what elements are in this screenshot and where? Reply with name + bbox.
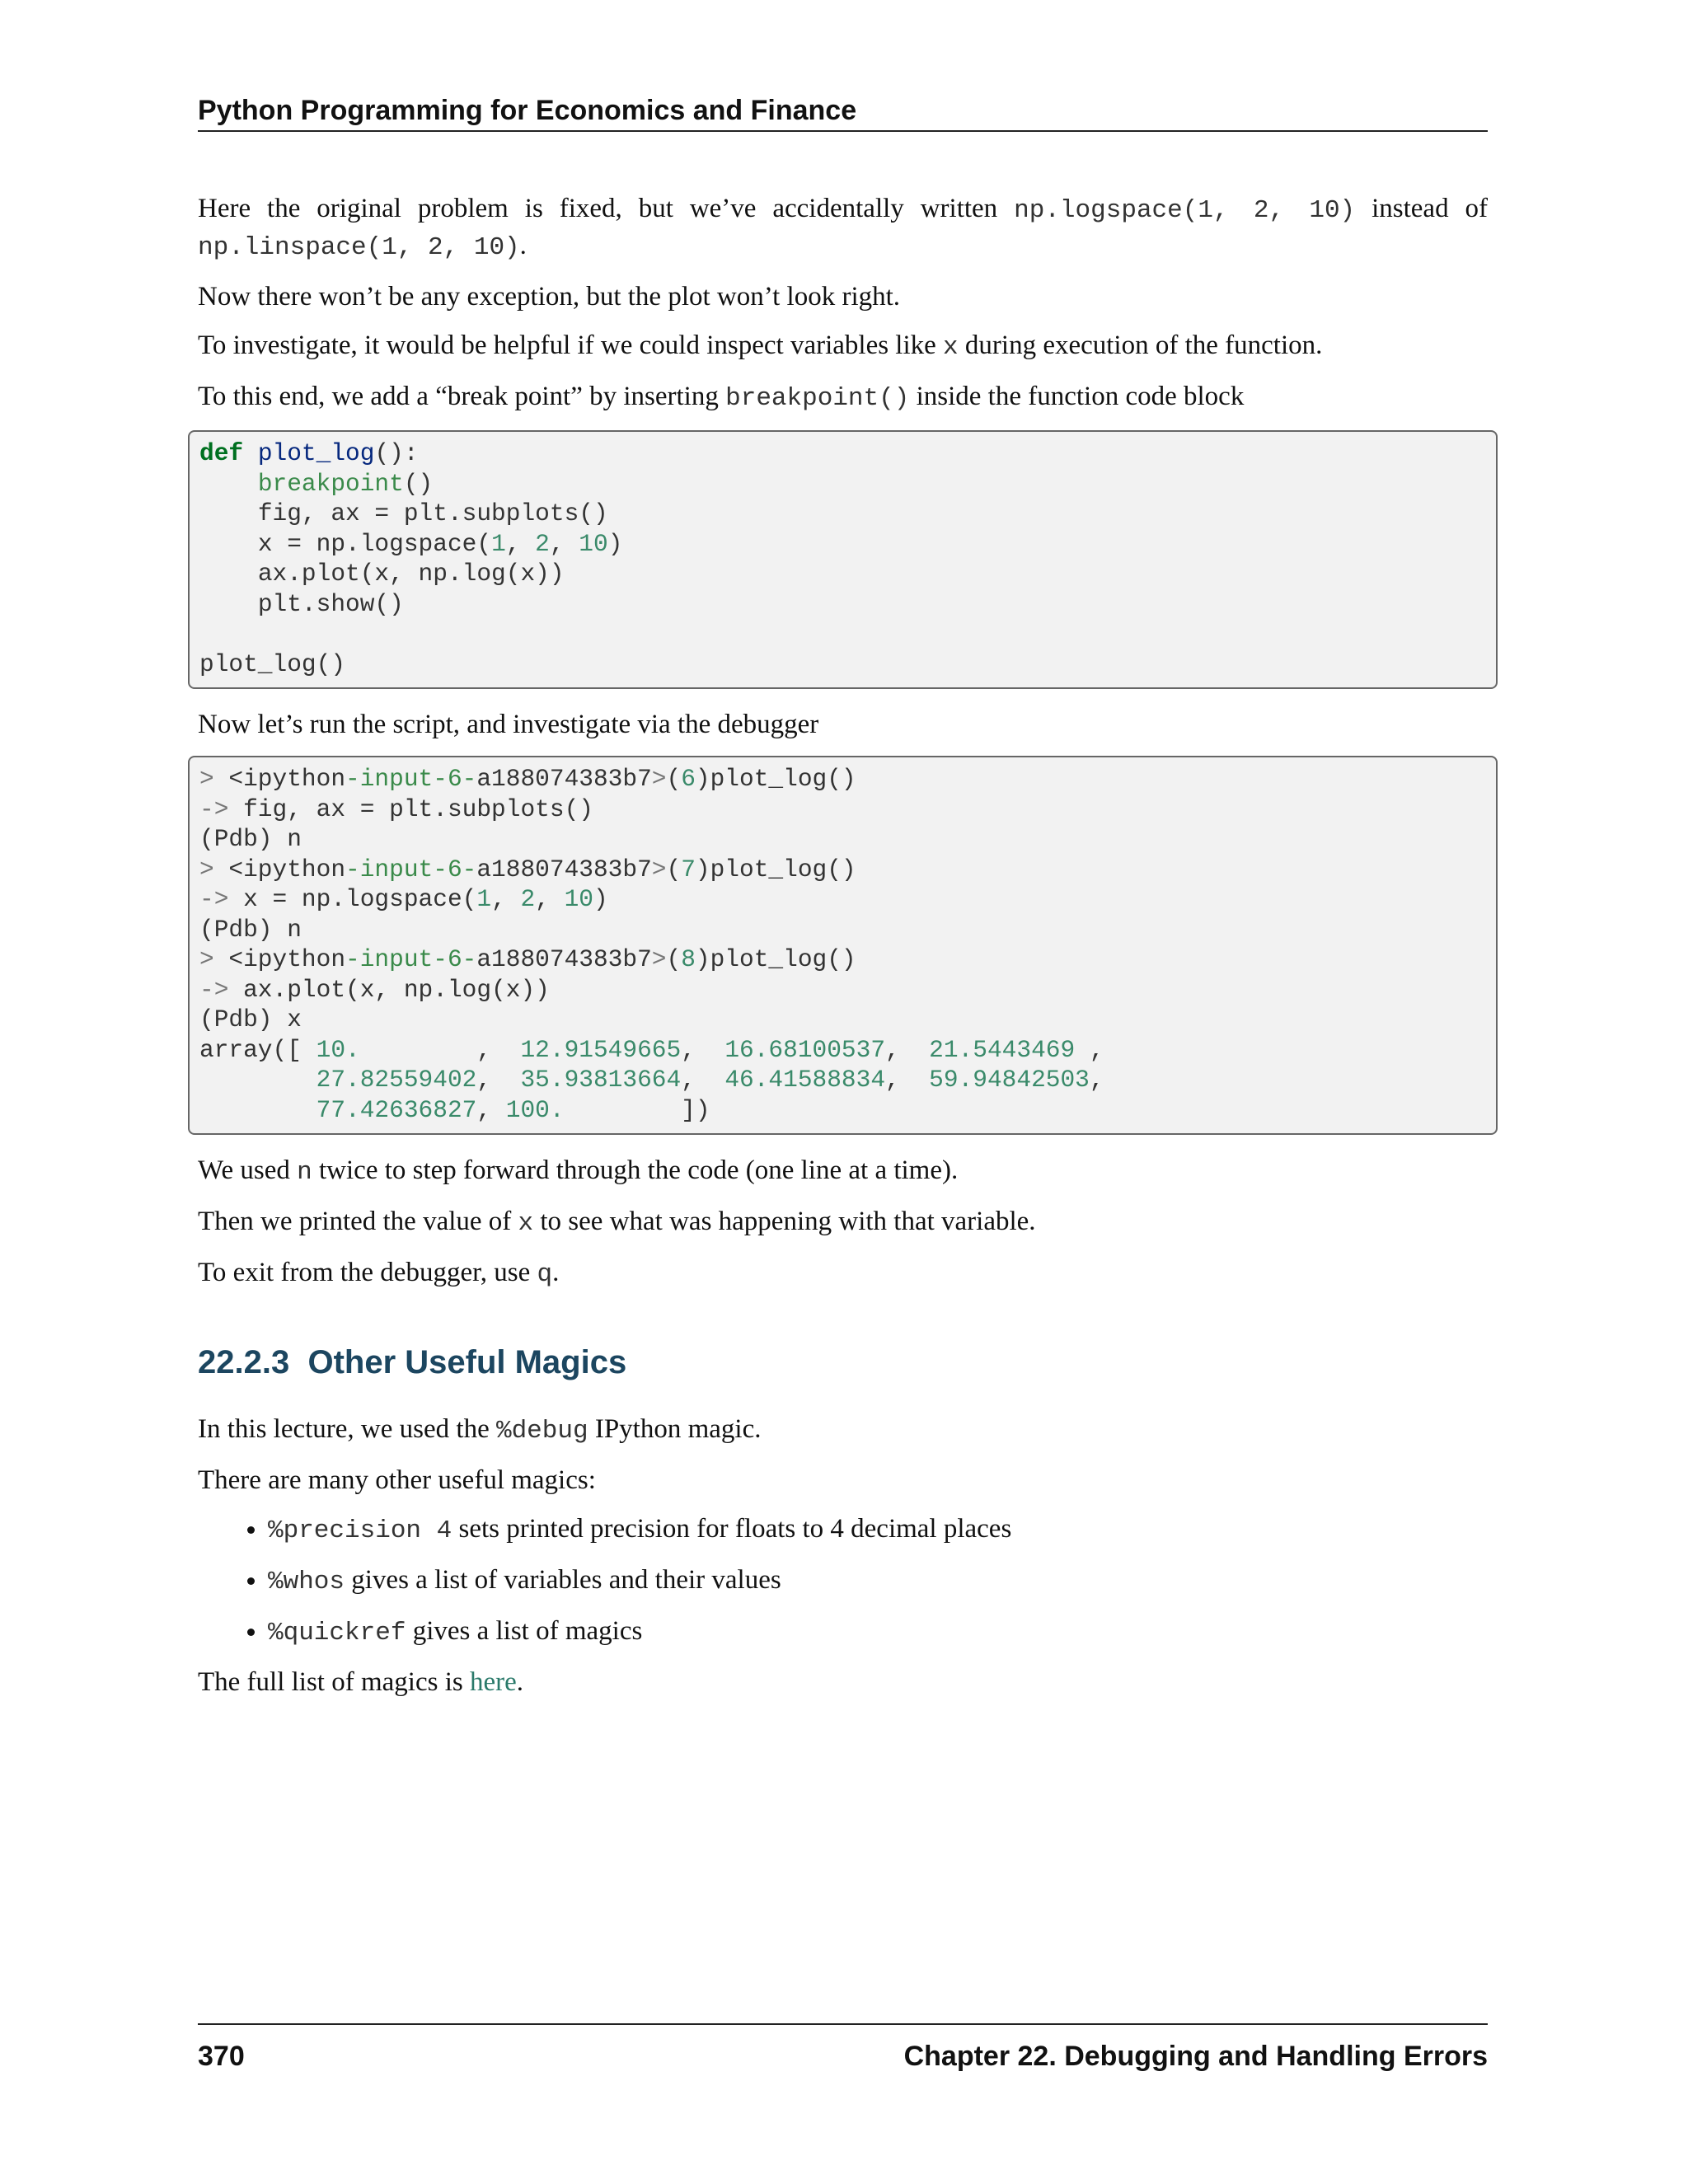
code-block-debugger-session[interactable]: > <ipython-input-6-a188074383b7>(6)plot_log() -> fig, ax = plt.subplots() (Pdb) n > <ipython-input-6-a188074383b7>(7)plot_log() -> x = np.logspace(1, 2, 10) (Pdb) n > <ipython-input-6-a188074383b7>(8)plot_log() -> ax.plot(x, np.log(x)) (Pdb) x array([ 10. , 12.91549665, 16.68100537, 21.5443469 , 27.82559402, 35.93813664, 46.41588834, 59.94842503, 77.42636827, 100. ]) — [188, 756, 1498, 1135]
magics-list-link[interactable]: here — [469, 1667, 517, 1697]
paragraph-break-point: To this end, we add a “break point” by inserting breakpoint() inside the function code block — [198, 382, 1245, 413]
section-number: 22.2.3 — [198, 1344, 290, 1380]
code-block-plot-log[interactable]: def plot_log(): breakpoint() fig, ax = plt.subplots() x = np.logspace(1, 2, 10) ax.plot(x, np.log(x)) plt.show() plot_log() — [188, 430, 1498, 689]
running-header — [198, 91, 1488, 132]
inline-code-breakpoint: breakpoint() — [725, 384, 910, 413]
inline-code-logspace: np.logspace(1, 2, 10) — [1014, 196, 1356, 225]
book-title: Python Programming for Economics and Finance — [198, 95, 857, 126]
paragraph-investigate: To investigate, it would be helpful if we could inspect variables like x during execution of the function. — [198, 330, 1323, 362]
list-item: • %whos gives a list of variables and their values — [268, 1563, 1488, 1600]
section-heading — [198, 1342, 1488, 1383]
inline-code-q: q — [537, 1260, 553, 1289]
magics-list — [198, 1511, 1488, 1651]
paragraph-exit-debugger: To exit from the debugger, use q. — [198, 1258, 560, 1289]
list-item: • %quickref gives a list of magics — [268, 1614, 1488, 1651]
page-number: 370 — [198, 2041, 245, 2072]
inline-code-linspace: np.linspace(1, 2, 10) — [198, 233, 520, 262]
inline-code-x: x — [943, 333, 959, 362]
section-title: Other Useful Magics — [307, 1344, 627, 1380]
inline-code-x-2: x — [518, 1209, 534, 1238]
list-item: • %precision 4 sets printed precision for floats to 4 decimal places — [268, 1511, 1488, 1549]
paragraph-many-magics: There are many other useful magics: — [198, 1465, 596, 1495]
paragraph-problem-fixed: Here the original problem is fixed, but we’ve accidentally written np.logspace(1, 2, 10) instead of np.linspace(1, 2, 10). — [198, 194, 1489, 262]
inline-code-debug: %debug — [495, 1417, 588, 1446]
paragraph-no-exception: Now there won’t be any exception, but the plot won’t look right. — [198, 282, 901, 312]
paragraph-run-script: Now let’s run the script, and investigate via the debugger — [198, 710, 819, 739]
paragraph-debug-magic: In this lecture, we used the %debug IPython magic. — [198, 1414, 762, 1446]
page — [198, 0, 1488, 2184]
inline-code-n: n — [297, 1158, 312, 1187]
paragraph-full-list: The full list of magics is here. — [198, 1667, 523, 1697]
chapter-title: Chapter 22. Debugging and Handling Errors — [903, 2041, 1488, 2072]
main-content — [198, 191, 1488, 1713]
running-footer — [198, 2023, 1488, 2074]
paragraph-used-n: We used n twice to step forward through the code (one line at a time). — [198, 1155, 959, 1187]
paragraph-printed-x: Then we printed the value of x to see what was happening with that variable. — [198, 1207, 1036, 1238]
